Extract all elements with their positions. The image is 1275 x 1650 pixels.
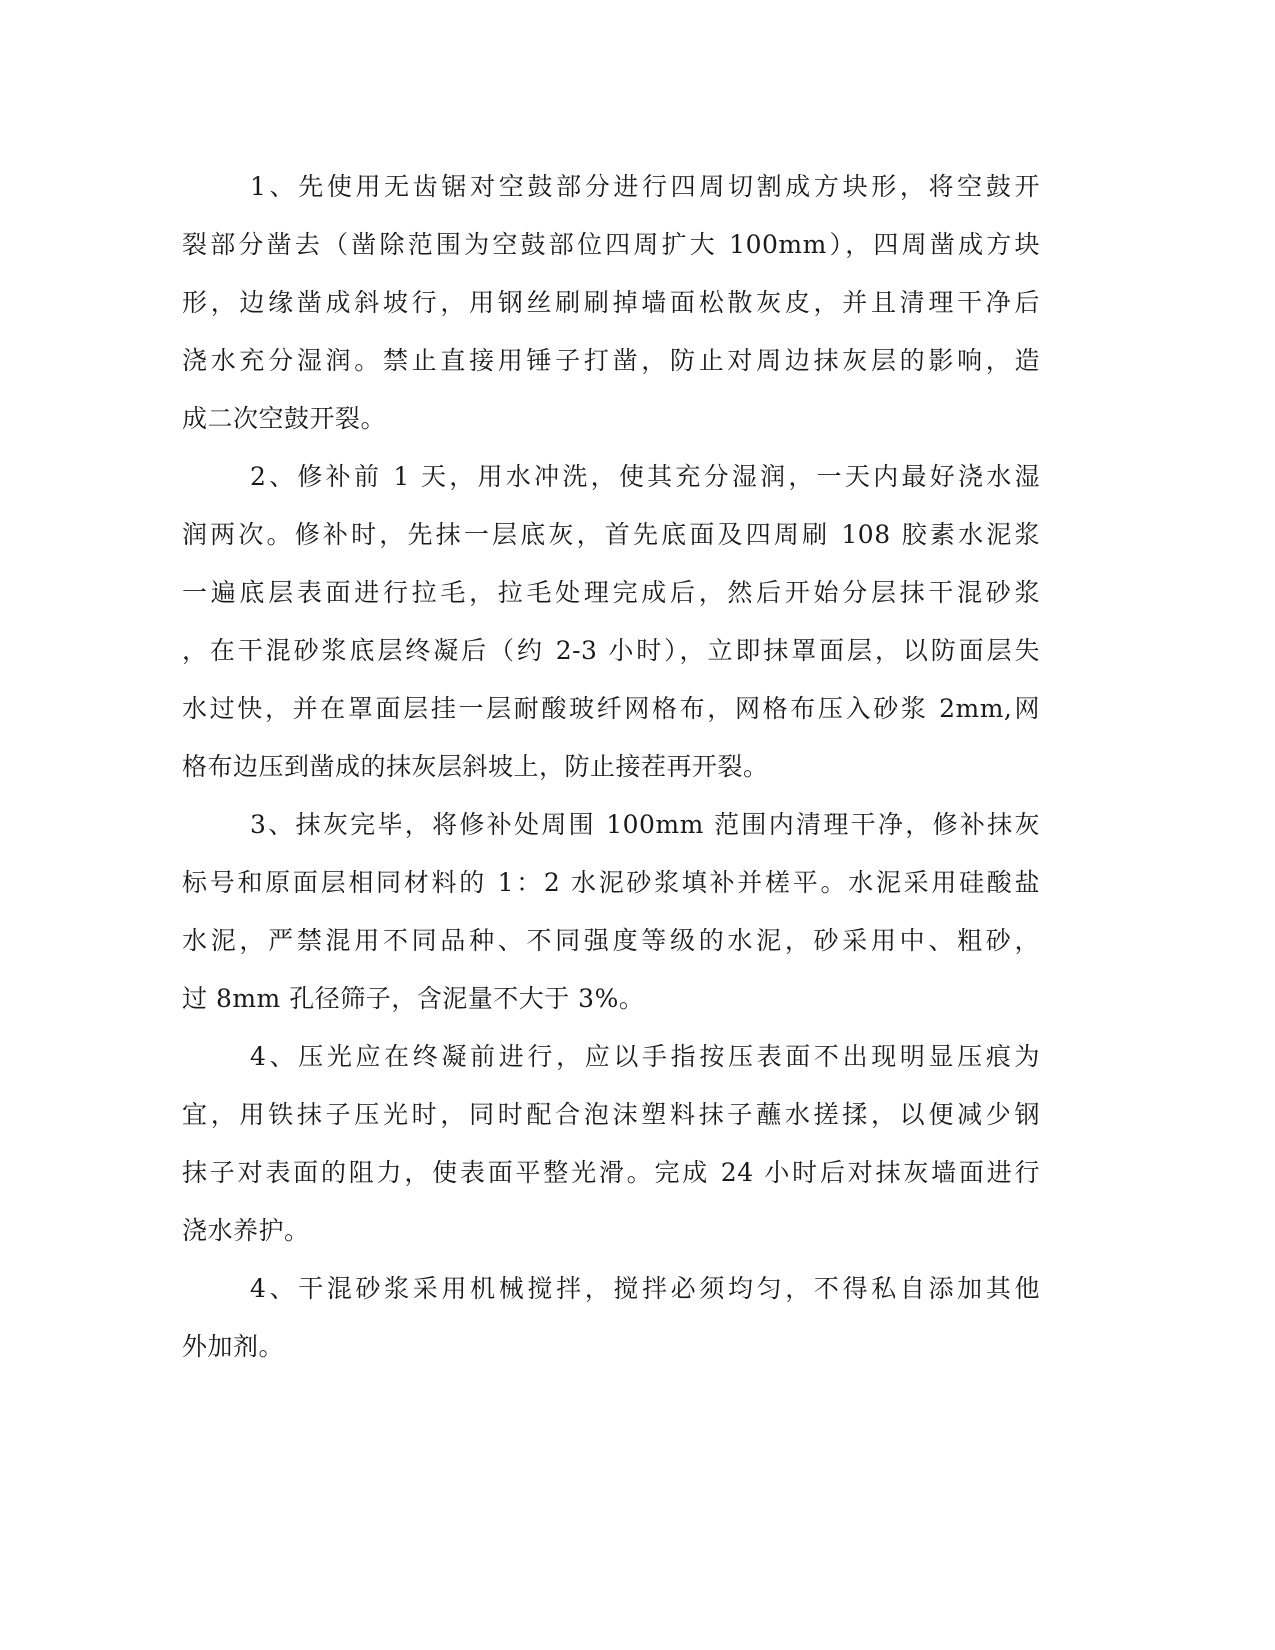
paragraph-1 [182,158,1040,448]
paragraph-5 [182,1260,1040,1376]
text-line: 1、先使用无齿锯对空鼓部分进行四周切割成方块形，将空鼓开 [250,172,1040,201]
paragraph-2 [182,448,1040,796]
paragraph-3 [182,796,1040,1028]
text-line: 裂部分凿去（凿除范围为空鼓部位四周扩大 100mm），四周凿成方块 [182,230,1040,259]
paragraph-4 [182,1028,1040,1260]
text-line: 宜，用铁抹子压光时，同时配合泡沫塑料抹子蘸水搓揉，以便减少钢 [182,1100,1040,1129]
text-line: 过 8mm 孔径筛子，含泥量不大于 3%。 [182,984,645,1013]
text-line: 浇水充分湿润。禁止直接用锤子打凿，防止对周边抹灰层的影响，造 [182,346,1040,375]
text-line: 水过快，并在罩面层挂一层耐酸玻纤网格布，网格布压入砂浆 2mm,网 [182,694,1040,723]
text-line: 抹子对表面的阻力，使表面平整光滑。完成 24 小时后对抹灰墙面进行 [182,1158,1040,1187]
document-body [182,158,1040,1376]
text-line: 润两次。修补时，先抹一层底灰，首先底面及四周刷 108 胶素水泥浆 [182,520,1040,549]
text-line: 4、干混砂浆采用机械搅拌，搅拌必须均匀，不得私自添加其他 [250,1274,1040,1303]
text-line: 2、修补前 1 天，用水冲洗，使其充分湿润，一天内最好浇水湿 [250,462,1040,491]
text-line: 格布边压到凿成的抹灰层斜坡上，防止接茬再开裂。 [182,752,769,781]
text-line: 形，边缘凿成斜坡行，用钢丝刷刷掉墙面松散灰皮，并且清理干净后 [182,288,1040,317]
text-line: 标号和原面层相同材料的 1：2 水泥砂浆填补并槎平。水泥采用硅酸盐 [182,868,1040,897]
text-line: 浇水养护。 [182,1216,310,1245]
text-line: 外加剂。 [182,1332,285,1361]
text-line: ，在干混砂浆底层终凝后（约 2-3 小时），立即抹罩面层，以防面层失 [182,636,1040,665]
text-line: 水泥，严禁混用不同品种、不同强度等级的水泥，砂采用中、粗砂， [182,926,1040,955]
text-line: 4、压光应在终凝前进行，应以手指按压表面不出现明显压痕为 [250,1042,1040,1071]
text-line: 一遍底层表面进行拉毛，拉毛处理完成后，然后开始分层抹干混砂浆 [182,578,1040,607]
text-line: 成二次空鼓开裂。 [182,404,387,433]
text-line: 3、抹灰完毕，将修补处周围 100mm 范围内清理干净，修补抹灰 [250,810,1040,839]
